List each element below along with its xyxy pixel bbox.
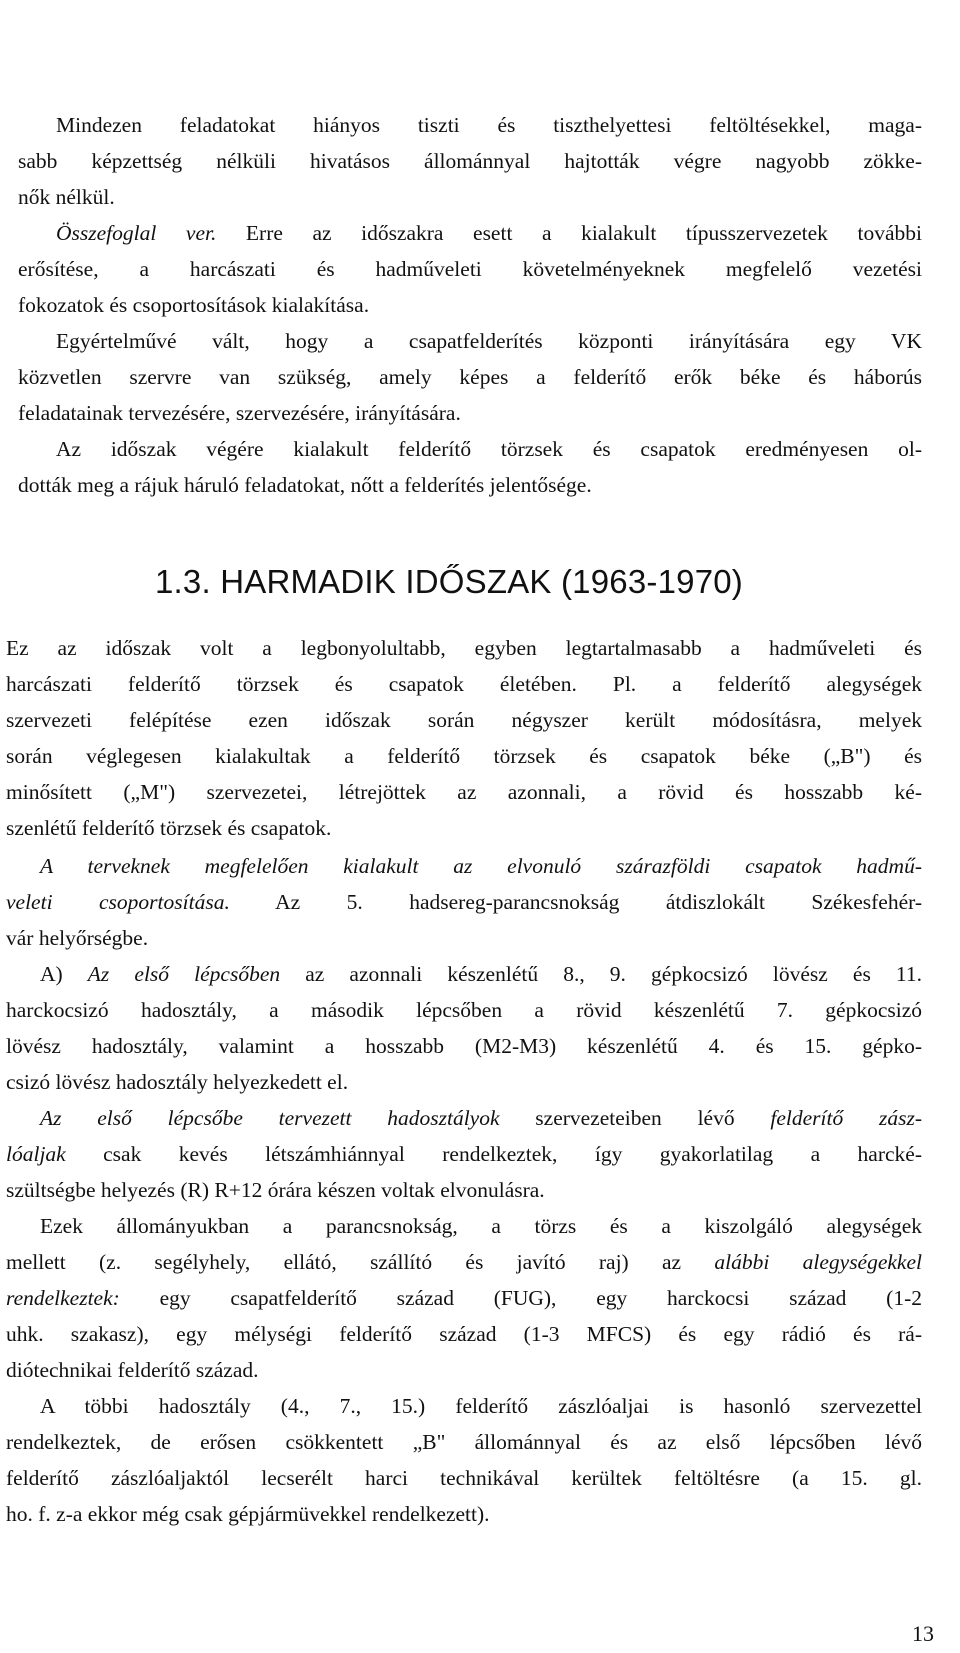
text-line: lövész hadosztály, valamint a hosszabb (M2-M3) készenlétű 4. és 15. gépko- bbox=[6, 1034, 922, 1058]
text-line bbox=[6, 1136, 922, 1172]
text-line: vár helyőrségbe. bbox=[6, 926, 149, 950]
italic-lead: Összefoglal ver. bbox=[56, 221, 217, 245]
paragraph-10 bbox=[6, 1388, 922, 1532]
text-run: egy csapatfelderítő század (FUG), egy harckocsi század (1-2 bbox=[119, 1286, 922, 1310]
text-line: A többi hadosztály (4., 7., 15.) felderítő zászlóaljai is hasonló szervezettel bbox=[40, 1394, 922, 1418]
text-line: feladatainak tervezésére, szervezésére, irányítására. bbox=[18, 401, 461, 425]
text-line: Mindezen feladatokat hiányos tiszti és tiszthelyettesi feltöltésekkel, maga- bbox=[56, 113, 922, 137]
text-run: szervezeteiben lévő bbox=[499, 1106, 771, 1130]
text-line: uhk. szakasz), egy mélységi felderítő század (1-3 MFCS) és egy rádió és rá- bbox=[6, 1322, 922, 1346]
text-line: rendelkeztek, de erősen csökkentett „B" állománnyal és az első lépcsőben lévő bbox=[6, 1430, 922, 1454]
text-line: során véglegesen kialakultak a felderítő törzsek és csapatok béke („B") és bbox=[6, 744, 922, 768]
text-line: diótechnikai felderítő század. bbox=[6, 1358, 259, 1382]
text-line: csizó lövész hadosztály helyezkedett el. bbox=[6, 1070, 349, 1094]
text-line: Ezek állományukban a parancsnokság, a törzs és a kiszolgáló alegységek bbox=[40, 1214, 922, 1238]
text-line bbox=[6, 1244, 922, 1280]
text-line bbox=[6, 956, 922, 992]
text-run: az azonnali készenlétű 8., 9. gépkocsizó lövész és 11. bbox=[280, 962, 922, 986]
italic-text: felderítő zász- bbox=[770, 1106, 922, 1130]
text-line: közvetlen szervre van szükség, amely képes a felderítő erők béke és háborús bbox=[18, 365, 922, 389]
text-line: felderítő zászlóaljaktól lecserélt harci technikával kerültek feltöltésre (a 15. gl. bbox=[6, 1466, 922, 1490]
text-line bbox=[18, 215, 922, 251]
text-run: A) bbox=[40, 962, 88, 986]
text-line bbox=[6, 848, 922, 884]
paragraph-7 bbox=[6, 956, 922, 1100]
text-run: csak kevés létszámhiánnyal rendelkeztek, így gyakorlatilag a harcké- bbox=[65, 1142, 922, 1166]
paragraph-3 bbox=[18, 323, 922, 431]
text-line: fokozatok és csoportosítások kialakítása. bbox=[18, 293, 370, 317]
text-run: Az 5. hadsereg-parancsnokság átdiszlokált Székesfehér- bbox=[229, 890, 922, 914]
paragraph-8 bbox=[6, 1100, 922, 1208]
text-line: nők nélkül. bbox=[18, 185, 115, 209]
italic-text: Az első lépcsőbe tervezett hadosztályok bbox=[40, 1106, 500, 1130]
italic-text: A terveknek megfelelően kialakult az elvonuló szárazföldi csapatok hadmű- bbox=[40, 854, 922, 878]
italic-text: veleti csoportosítása. bbox=[6, 890, 230, 914]
text-line: Egyértelművé vált, hogy a csapatfelderítés központi irányítására egy VK bbox=[56, 329, 922, 353]
text-line bbox=[6, 884, 922, 920]
text-line: dották meg a rájuk háruló feladatokat, nőtt a felderítés jelentősége. bbox=[18, 473, 592, 497]
paragraph-2 bbox=[18, 215, 922, 323]
text-run: mellett (z. segélyhely, ellátó, szállító és javító raj) az bbox=[6, 1250, 715, 1274]
paragraph-6 bbox=[6, 848, 922, 956]
text-line: ho. f. z-a ekkor még csak gépjármüvekkel rendelkezett). bbox=[6, 1502, 490, 1526]
italic-text: rendelkeztek: bbox=[6, 1286, 120, 1310]
page-number: 13 bbox=[912, 1621, 934, 1646]
paragraph-1 bbox=[18, 107, 922, 215]
text-run: Erre az időszakra esett a kialakult típusszervezetek további bbox=[216, 221, 922, 245]
section-heading: 1.3. HARMADIK IDŐSZAK (1963-1970) bbox=[155, 563, 743, 600]
text-line bbox=[6, 1100, 922, 1136]
text-line: szervezeti felépítése ezen időszak során négyszer került módosításra, melyek bbox=[6, 708, 922, 732]
paragraph-9 bbox=[6, 1208, 922, 1388]
paragraph-4 bbox=[18, 431, 922, 503]
text-line: szenlétű felderítő törzsek és csapatok. bbox=[6, 816, 332, 840]
text-line: sabb képzettség nélküli hivatásos állománnyal hajtották végre nagyobb zökke- bbox=[18, 149, 922, 173]
text-line: Az időszak végére kialakult felderítő törzsek és csapatok eredményesen ol- bbox=[56, 437, 922, 461]
italic-text: Az első lépcsőben bbox=[87, 962, 281, 986]
text-line: minősített („M") szervezetei, létrejöttek az azonnali, a rövid és hosszabb ké- bbox=[6, 780, 922, 804]
text-line: harckocsizó hadosztály, a második lépcsőben a rövid készenlétű 7. gépkocsizó bbox=[6, 998, 922, 1022]
text-line bbox=[6, 1280, 922, 1316]
text-line: erősítése, a harcászati és hadműveleti követelményeknek megfelelő vezetési bbox=[18, 257, 922, 281]
italic-text: alábbi alegységekkel bbox=[714, 1250, 922, 1274]
text-line: szültségbe helyezés (R) R+12 órára készen voltak elvonulásra. bbox=[6, 1178, 545, 1202]
paragraph-5 bbox=[6, 630, 922, 846]
text-line: Ez az időszak volt a legbonyolultabb, egyben legtartalmasabb a hadműveleti és bbox=[6, 636, 922, 660]
text-line: harcászati felderítő törzsek és csapatok életében. Pl. a felderítő alegységek bbox=[6, 672, 922, 696]
italic-text: lóaljak bbox=[6, 1142, 66, 1166]
